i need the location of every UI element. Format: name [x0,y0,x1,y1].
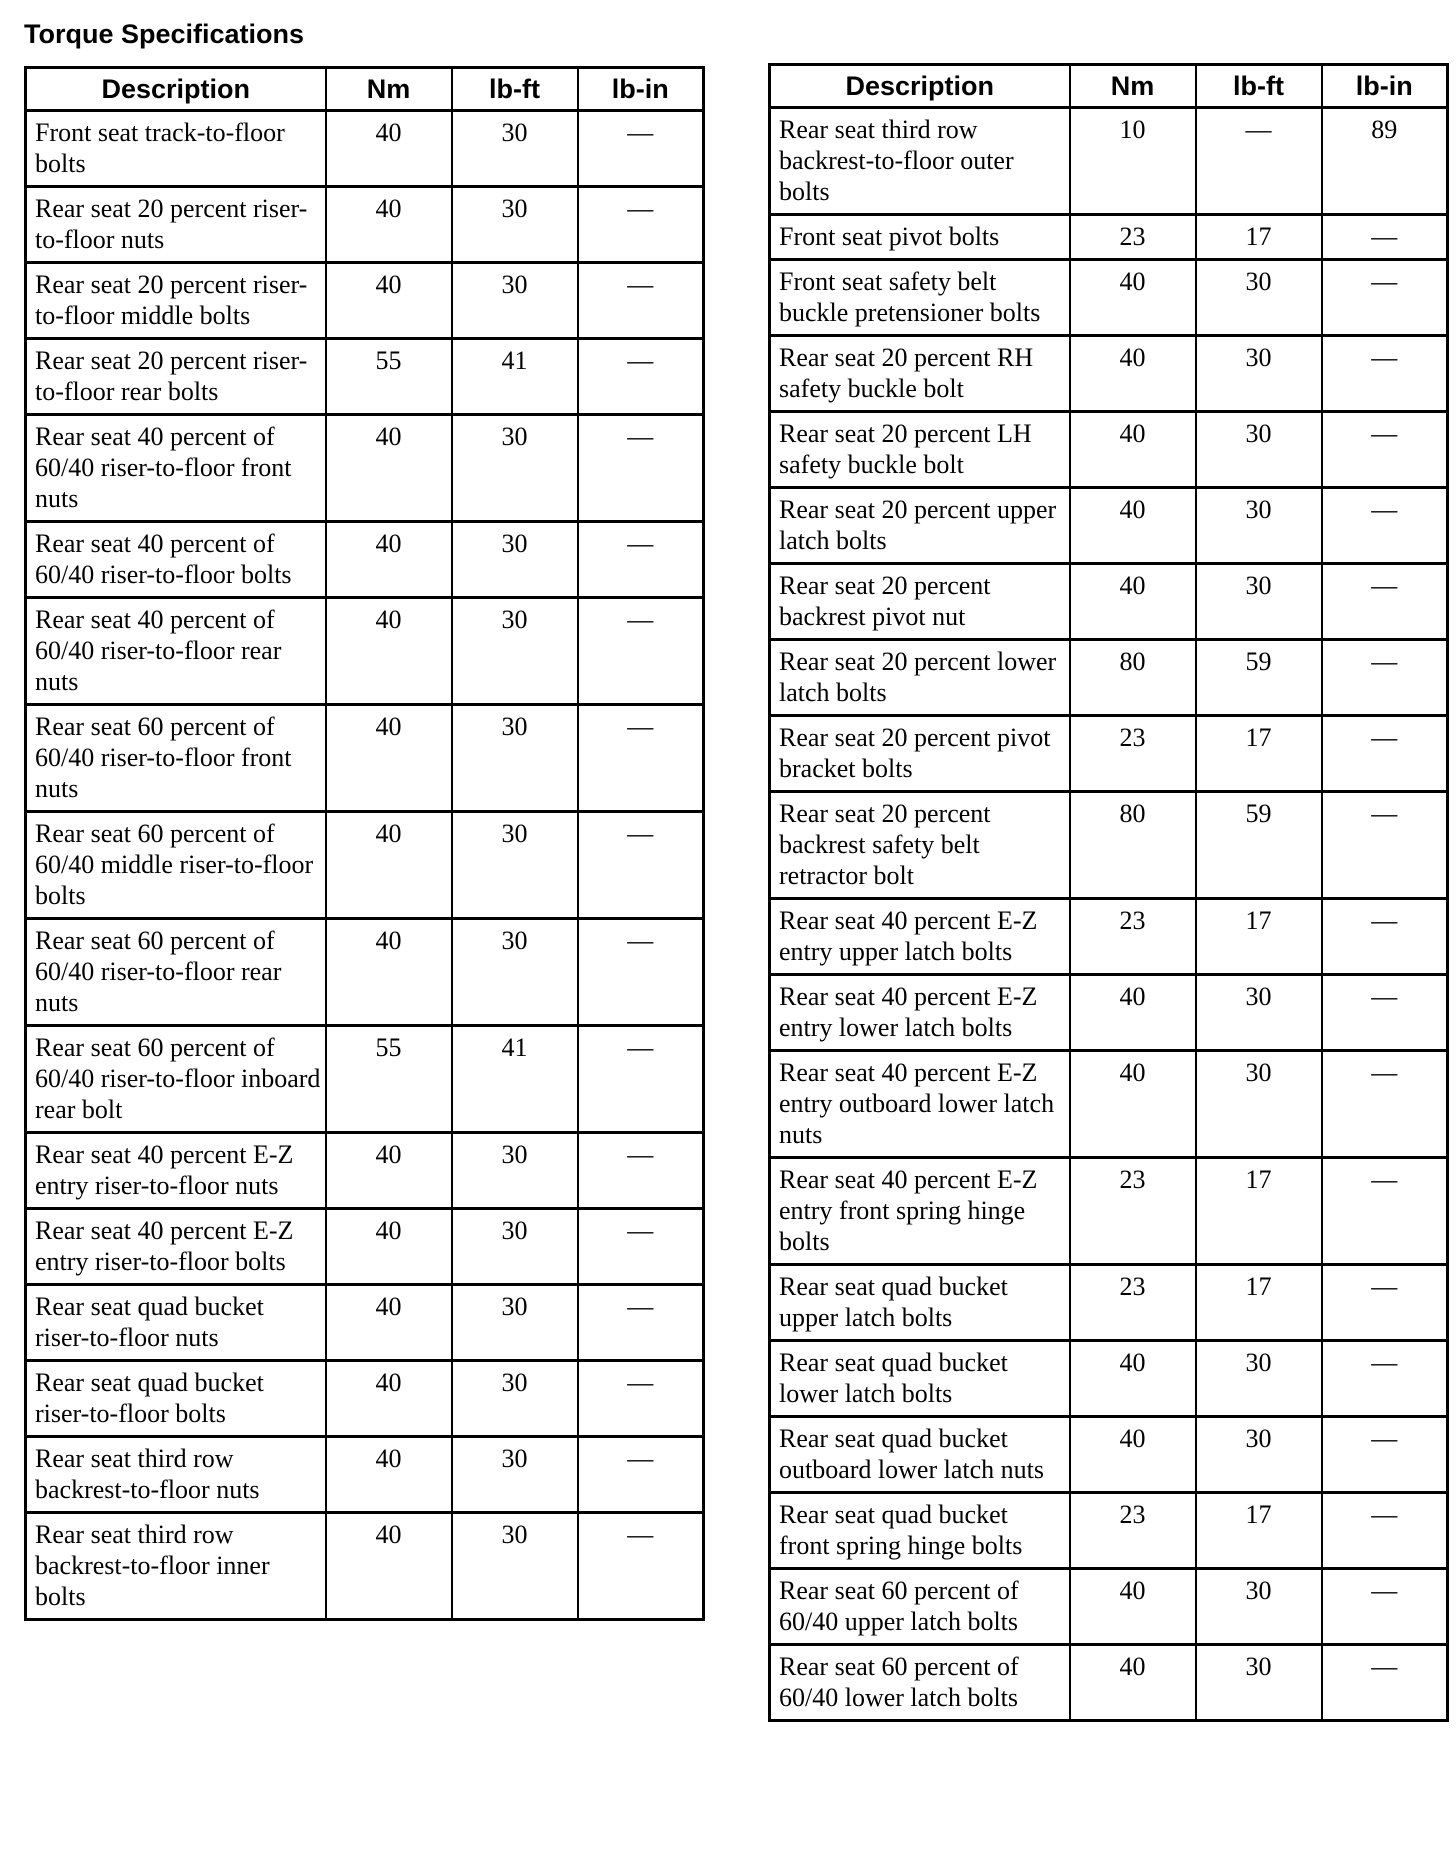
table-row [26,1361,704,1437]
nm-cell: 40 [1070,1645,1196,1721]
table-row [26,1209,704,1285]
table-row [770,640,1448,716]
lbin-cell: — [1322,1493,1448,1569]
lbin-cell: — [1322,1051,1448,1158]
table-row [26,705,704,812]
table-row [770,1493,1448,1569]
description-cell: Rear seat 20 percent pivot bracket bolts [770,716,1070,792]
description-cell: Rear seat 60 percent of 60/40 upper latch bolts [770,1569,1070,1645]
table-row [770,108,1448,215]
nm-cell: 40 [326,111,452,187]
lbin-cell: — [578,1361,704,1437]
description-cell: Rear seat 20 percent backrest pivot nut [770,564,1070,640]
lbin-cell: — [578,812,704,919]
description-cell: Rear seat 60 percent of 60/40 riser-to-floor rear nuts [26,919,326,1026]
nm-cell: 80 [1070,640,1196,716]
table-row [770,792,1448,899]
lbin-cell: — [1322,260,1448,336]
table-row [26,187,704,263]
nm-cell: 40 [1070,1051,1196,1158]
lbft-cell: 30 [1196,260,1322,336]
nm-cell: 40 [326,522,452,598]
nm-cell: 80 [1070,792,1196,899]
nm-cell: 40 [1070,975,1196,1051]
nm-cell: 40 [1070,1569,1196,1645]
nm-cell: 40 [1070,1341,1196,1417]
lbft-cell: 30 [452,919,578,1026]
nm-cell: 40 [326,598,452,705]
table-row [26,111,704,187]
nm-cell: 40 [326,263,452,339]
nm-cell: 40 [326,1209,452,1285]
table-row [770,1569,1448,1645]
nm-cell: 40 [326,187,452,263]
lbin-cell: — [1322,1569,1448,1645]
description-cell: Rear seat 40 percent E-Z entry lower latch bolts [770,975,1070,1051]
description-cell: Rear seat quad bucket riser-to-floor nuts [26,1285,326,1361]
description-cell: Rear seat quad bucket riser-to-floor bolts [26,1361,326,1437]
column-header-lbft: lb-ft [1196,65,1322,108]
lbin-cell: — [1322,488,1448,564]
lbft-cell: 30 [1196,412,1322,488]
description-cell: Rear seat 60 percent of 60/40 lower latch bolts [770,1645,1070,1721]
description-cell: Rear seat 40 percent E-Z entry riser-to-floor nuts [26,1133,326,1209]
lbft-cell: 30 [1196,1341,1322,1417]
table-row [26,1437,704,1513]
column-header-description: Description [770,65,1070,108]
lbin-cell: — [1322,336,1448,412]
description-cell: Rear seat 20 percent RH safety buckle bolt [770,336,1070,412]
description-cell: Rear seat 20 percent upper latch bolts [770,488,1070,564]
nm-cell: 23 [1070,1493,1196,1569]
description-cell: Front seat safety belt buckle pretensioner bolts [770,260,1070,336]
lbft-cell: 59 [1196,792,1322,899]
lbft-cell: 30 [1196,1569,1322,1645]
lbft-cell: 30 [452,415,578,522]
nm-cell: 40 [326,919,452,1026]
table-row [26,1513,704,1620]
lbin-cell: — [1322,640,1448,716]
table-row [770,488,1448,564]
description-cell: Front seat track-to-floor bolts [26,111,326,187]
table-row [26,1133,704,1209]
torque-table-right [768,63,1449,1722]
table-row [26,339,704,415]
nm-cell: 40 [326,705,452,812]
lbin-cell: — [578,598,704,705]
description-cell: Rear seat 60 percent of 60/40 middle riser-to-floor bolts [26,812,326,919]
description-cell: Rear seat quad bucket upper latch bolts [770,1265,1070,1341]
nm-cell: 40 [326,812,452,919]
description-cell: Rear seat 60 percent of 60/40 riser-to-floor front nuts [26,705,326,812]
lbft-cell: 30 [452,812,578,919]
lbft-cell: 30 [1196,488,1322,564]
nm-cell: 55 [326,339,452,415]
header-row [770,65,1448,108]
nm-cell: 23 [1070,716,1196,792]
nm-cell: 40 [326,1285,452,1361]
lbft-cell: 59 [1196,640,1322,716]
lbin-cell: — [578,522,704,598]
lbin-cell: — [1322,716,1448,792]
table-row [770,336,1448,412]
lbin-cell: — [1322,1417,1448,1493]
description-cell: Rear seat quad bucket outboard lower latch nuts [770,1417,1070,1493]
table-row [770,1051,1448,1158]
lbin-cell: — [578,705,704,812]
lbft-cell: 30 [1196,1645,1322,1721]
table-row [26,919,704,1026]
description-cell: Rear seat quad bucket lower latch bolts [770,1341,1070,1417]
lbin-cell: — [578,339,704,415]
table-row [26,263,704,339]
table-body [26,111,704,1620]
lbft-cell: 30 [452,1437,578,1513]
lbft-cell: 30 [452,1513,578,1620]
table-row [770,1645,1448,1721]
lbft-cell: 17 [1196,1493,1322,1569]
nm-cell: 40 [326,1437,452,1513]
description-cell: Rear seat 20 percent lower latch bolts [770,640,1070,716]
lbft-cell: 30 [1196,336,1322,412]
description-cell: Rear seat 40 percent of 60/40 riser-to-floor bolts [26,522,326,598]
description-cell: Rear seat 20 percent riser-to-floor middle bolts [26,263,326,339]
lbin-cell: — [578,111,704,187]
description-cell: Rear seat 40 percent E-Z entry front spring hinge bolts [770,1158,1070,1265]
description-cell: Rear seat 20 percent backrest safety belt retractor bolt [770,792,1070,899]
description-cell: Rear seat third row backrest-to-floor nuts [26,1437,326,1513]
table-row [770,260,1448,336]
nm-cell: 40 [1070,564,1196,640]
lbft-cell: 41 [452,339,578,415]
table-row [26,1026,704,1133]
lbft-cell: 30 [452,263,578,339]
description-cell: Rear seat quad bucket front spring hinge bolts [770,1493,1070,1569]
description-cell: Rear seat 60 percent of 60/40 riser-to-floor inboard rear bolt [26,1026,326,1133]
lbin-cell: — [578,263,704,339]
lbft-cell: 30 [452,522,578,598]
column-header-lbin: lb-in [578,68,704,111]
description-cell: Rear seat 40 percent E-Z entry riser-to-floor bolts [26,1209,326,1285]
column-header-lbin: lb-in [1322,65,1448,108]
nm-cell: 40 [326,1133,452,1209]
table-row [770,716,1448,792]
lbft-cell: 30 [452,1285,578,1361]
column-header-lbft: lb-ft [452,68,578,111]
lbin-cell: — [1322,975,1448,1051]
table-row [26,415,704,522]
column-header-nm: Nm [326,68,452,111]
table-body [770,108,1448,1721]
lbft-cell: 30 [452,1361,578,1437]
lbft-cell: — [1196,108,1322,215]
lbin-cell: — [578,1209,704,1285]
lbin-cell: — [578,1026,704,1133]
description-cell: Front seat pivot bolts [770,215,1070,260]
page-title: Torque Specifications [24,19,305,49]
lbin-cell: — [1322,1158,1448,1265]
lbin-cell: — [578,1285,704,1361]
column-header-description: Description [26,68,326,111]
torque-table-left [24,66,705,1621]
lbin-cell: — [1322,1645,1448,1721]
nm-cell: 23 [1070,899,1196,975]
lbin-cell: — [1322,792,1448,899]
nm-cell: 40 [1070,412,1196,488]
nm-cell: 23 [1070,1265,1196,1341]
table-row [26,598,704,705]
description-cell: Rear seat 40 percent of 60/40 riser-to-floor front nuts [26,415,326,522]
lbin-cell: — [578,1513,704,1620]
lbft-cell: 30 [452,187,578,263]
lbft-cell: 30 [452,1209,578,1285]
table-row [770,1158,1448,1265]
table-row [770,215,1448,260]
lbft-cell: 30 [1196,975,1322,1051]
nm-cell: 40 [1070,1417,1196,1493]
lbft-cell: 30 [1196,1051,1322,1158]
lbin-cell: — [578,415,704,522]
description-cell: Rear seat third row backrest-to-floor outer bolts [770,108,1070,215]
lbft-cell: 30 [452,1133,578,1209]
table-row [770,1265,1448,1341]
nm-cell: 55 [326,1026,452,1133]
lbft-cell: 30 [452,598,578,705]
lbft-cell: 17 [1196,716,1322,792]
lbin-cell: — [1322,215,1448,260]
description-cell: Rear seat 40 percent E-Z entry outboard lower latch nuts [770,1051,1070,1158]
lbin-cell: 89 [1322,108,1448,215]
lbin-cell: — [1322,899,1448,975]
table-row [770,1417,1448,1493]
nm-cell: 10 [1070,108,1196,215]
column-header-nm: Nm [1070,65,1196,108]
description-cell: Rear seat 40 percent of 60/40 riser-to-floor rear nuts [26,598,326,705]
nm-cell: 40 [326,1361,452,1437]
lbft-cell: 17 [1196,215,1322,260]
lbft-cell: 30 [1196,564,1322,640]
table-row [770,1341,1448,1417]
lbin-cell: — [578,1133,704,1209]
description-cell: Rear seat 20 percent riser-to-floor nuts [26,187,326,263]
table-row [770,975,1448,1051]
lbin-cell: — [1322,412,1448,488]
lbft-cell: 17 [1196,899,1322,975]
nm-cell: 40 [326,1513,452,1620]
table-row [26,522,704,598]
description-cell: Rear seat third row backrest-to-floor inner bolts [26,1513,326,1620]
nm-cell: 40 [326,415,452,522]
lbin-cell: — [578,187,704,263]
lbin-cell: — [1322,1341,1448,1417]
table-row [770,899,1448,975]
description-cell: Rear seat 20 percent LH safety buckle bolt [770,412,1070,488]
nm-cell: 40 [1070,260,1196,336]
nm-cell: 23 [1070,1158,1196,1265]
table-row [26,1285,704,1361]
lbin-cell: — [1322,1265,1448,1341]
nm-cell: 23 [1070,215,1196,260]
table-row [770,412,1448,488]
lbin-cell: — [578,1437,704,1513]
lbft-cell: 30 [452,111,578,187]
lbin-cell: — [578,919,704,1026]
table-row [26,812,704,919]
lbft-cell: 30 [1196,1417,1322,1493]
nm-cell: 40 [1070,336,1196,412]
table-row [770,564,1448,640]
header-row [26,68,704,111]
description-cell: Rear seat 20 percent riser-to-floor rear bolts [26,339,326,415]
lbft-cell: 41 [452,1026,578,1133]
lbft-cell: 17 [1196,1158,1322,1265]
description-cell: Rear seat 40 percent E-Z entry upper latch bolts [770,899,1070,975]
lbft-cell: 17 [1196,1265,1322,1341]
lbin-cell: — [1322,564,1448,640]
nm-cell: 40 [1070,488,1196,564]
lbft-cell: 30 [452,705,578,812]
